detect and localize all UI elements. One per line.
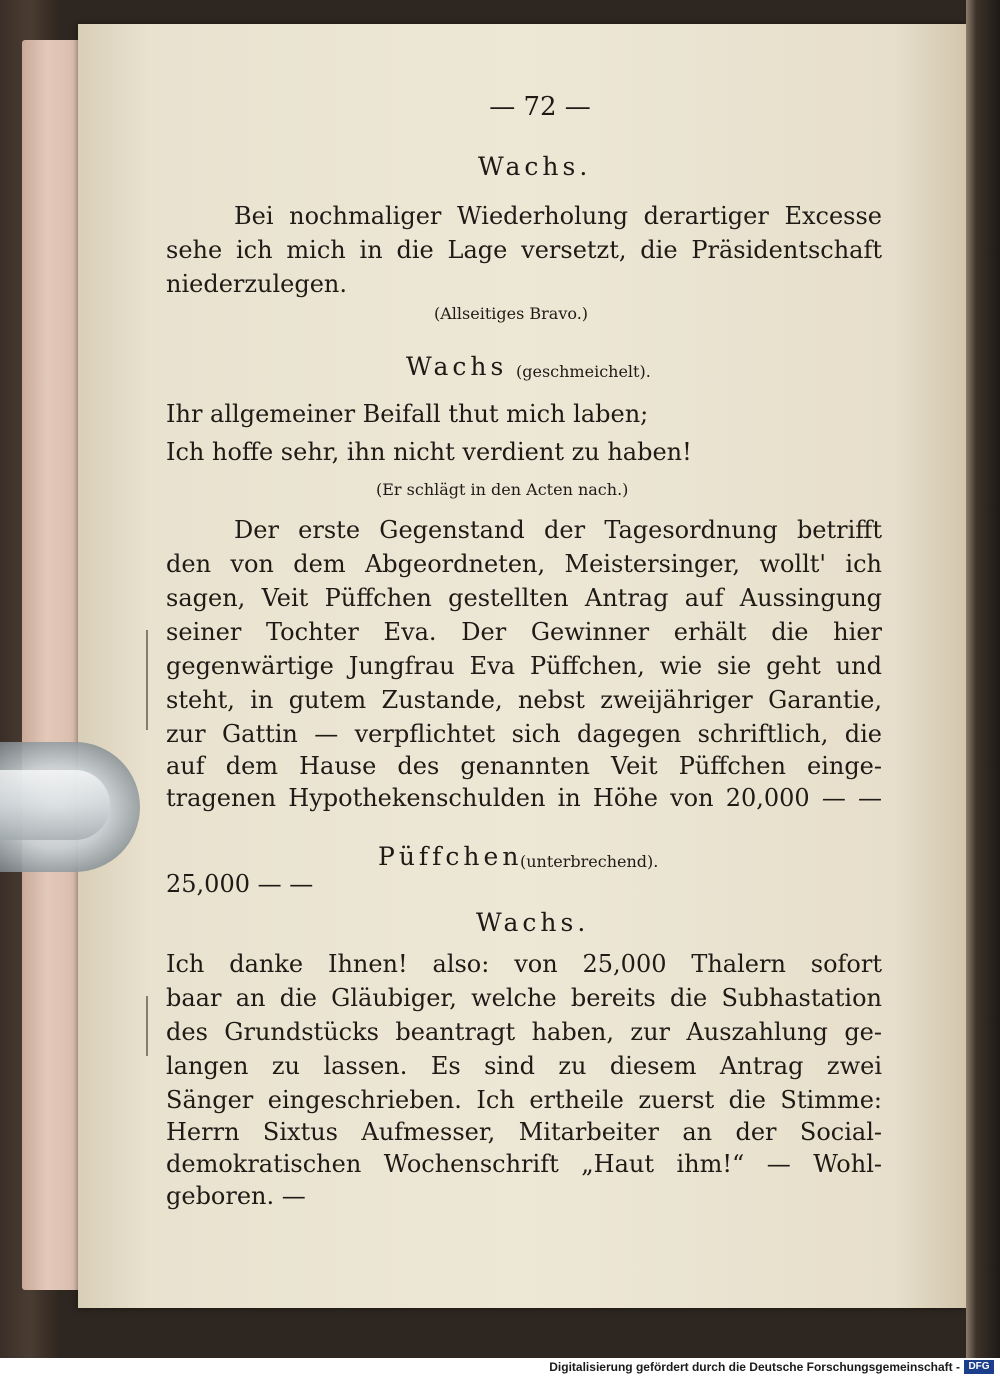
page-edge [22,40,84,1290]
text-line: Ich danke Ihnen! also: von 25,000 Thalern sofort [166,950,882,978]
text-line: Bei nochmaliger Wiederholung derartiger Excesse [234,202,882,230]
text-line: Herrn Sixtus Aufmesser, Mitarbeiter an der Social- [166,1118,882,1146]
speaker-note: (geschmeichelt). [516,362,651,381]
text-line: Sänger eingeschrieben. Ich ertheile zuerst die Stimme: [166,1086,882,1114]
text-line: Der erste Gegenstand der Tagesordnung betrifft [234,516,882,544]
text-line: baar an die Gläubiger, welche bereits die Subhastation [166,984,882,1012]
text-line: gegenwärtige Jungfrau Eva Püffchen, wie sie geht und [166,652,882,680]
speaker-name: Wachs. [476,908,590,937]
speaker-name: Wachs. [478,152,592,181]
text-line: seiner Tochter Eva. Der Gewinner erhält die hier [166,618,882,646]
verse-line: Ihr allgemeiner Beifall thut mich laben; [166,400,649,428]
text-line: tragenen Hypothekenschulden in Höhe von 20,000 — — [166,784,882,812]
text-line: 25,000 — — [166,870,314,898]
speaker-note: (unterbrechend). [520,852,659,871]
verse-line: Ich hoffe sehr, ihn nicht verdient zu haben! [166,438,692,466]
text-line: zur Gattin — verpflichtet sich dagegen schriftlich, die [166,720,882,748]
text-line: geboren. — [166,1182,306,1210]
book-spine [966,0,1000,1358]
text-line: sagen, Veit Püffchen gestellten Antrag auf Aussingung [166,584,882,612]
text-line: niederzulegen. [166,270,348,298]
text-line: steht, in gutem Zustande, nebst zweijähriger Garantie, [166,686,882,714]
page-number: — 72 — [489,92,591,122]
stage-direction: (Allseitiges Bravo.) [434,304,589,323]
stage-direction: (Er schlägt in den Acten nach.) [376,480,629,499]
text-line: sehe ich mich in die Lage versetzt, die Präsidentschaft [166,236,882,264]
text-line: langen zu lassen. Es sind zu diesem Antrag zwei [166,1052,882,1080]
speaker-name: Wachs [406,352,508,381]
speaker-name: Püffchen [378,842,523,871]
text-line: des Grundstücks beantragt haben, zur Auszahlung ge- [166,1018,882,1046]
text-line: demokratischen Wochenschrift „Haut ihm!“ — Wohl- [166,1150,882,1178]
margin-mark [146,996,148,1056]
margin-mark [146,630,148,730]
text-line: den von dem Abgeordneten, Meistersinger, wollt' ich [166,550,882,578]
page-clip-highlight [0,770,110,840]
dfg-logo: DFG [964,1360,994,1374]
footer-credit: Digitalisierung gefördert durch die Deutsche Forschungsgemeinschaft - [549,1360,960,1374]
text-line: auf dem Hause des genannten Veit Püffchen einge- [166,752,882,780]
